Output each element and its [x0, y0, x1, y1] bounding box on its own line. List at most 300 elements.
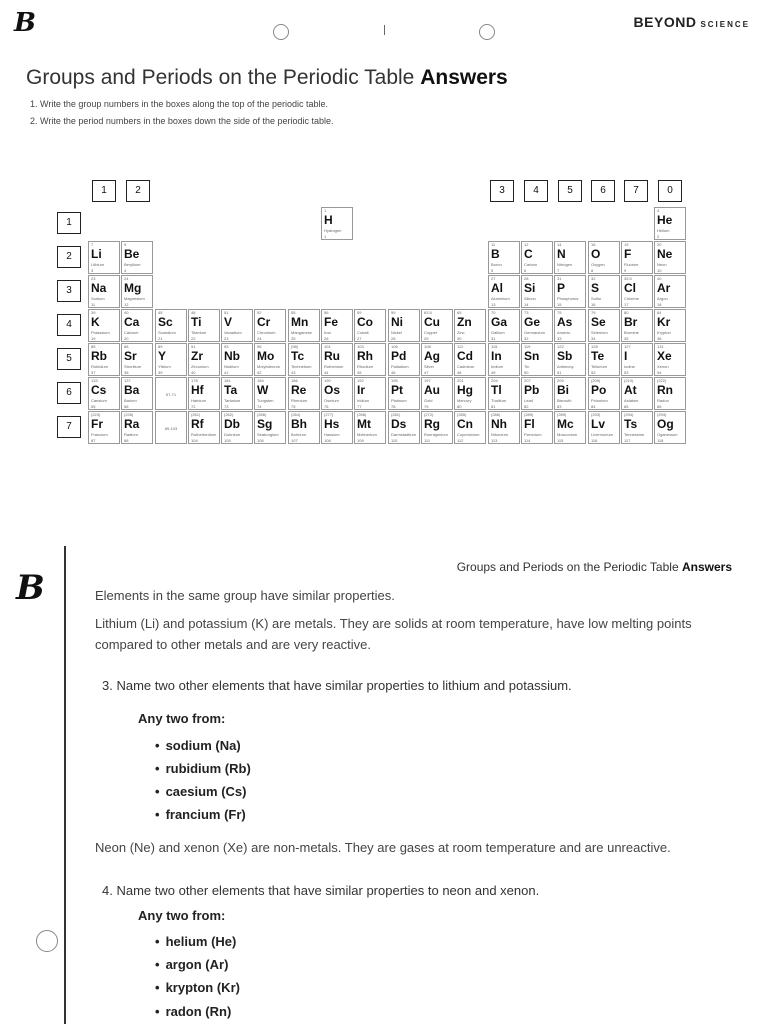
element-sym: Og: [657, 417, 674, 431]
element-name: Copper: [424, 330, 438, 335]
element-name: Meitnerium: [357, 432, 377, 437]
element-mass: 48: [191, 310, 196, 315]
element-name: Rubidium: [91, 364, 108, 369]
element-mass: 7: [91, 242, 94, 247]
element-mass: 133: [91, 378, 98, 383]
binder-ring-icon: [36, 930, 58, 952]
element-sym: As: [557, 315, 573, 329]
period-number-box[interactable]: 4: [57, 314, 81, 336]
element-cell: [88, 275, 120, 308]
period-number-box[interactable]: 3: [57, 280, 81, 302]
element-sym: Sc: [158, 315, 173, 329]
element-name: Antimony: [557, 364, 574, 369]
q4-any-label: Any two from:: [138, 908, 226, 923]
element-sym: Zn: [457, 315, 472, 329]
element-name: Thallium: [491, 398, 507, 403]
element-sym: Se: [591, 315, 606, 329]
element-name: Silver: [424, 364, 435, 369]
element-mass: (272): [424, 412, 434, 417]
instruction-2: 2. Write the period numbers in the boxes down the side of the periodic table.: [30, 116, 334, 126]
element-name: Tin: [524, 364, 530, 369]
element-sym: Rg: [424, 417, 440, 431]
element-sym: H: [324, 213, 333, 227]
element-mass: 63.5: [424, 310, 432, 315]
element-name: Arsenic: [557, 330, 571, 335]
element-sym: Cu: [424, 315, 440, 329]
element-mass: 70: [491, 310, 496, 315]
element-mass: (294): [657, 412, 667, 417]
element-name: Radon: [657, 398, 669, 403]
element-cell: [588, 309, 620, 342]
element-mass: 137: [124, 378, 131, 383]
element-sym: Pb: [524, 383, 540, 397]
series-placeholder: 57-71: [155, 377, 187, 410]
element-mass: 59: [357, 310, 362, 315]
element-name: Neon: [657, 262, 667, 267]
brand-name: BEYOND: [633, 14, 697, 30]
element-cell: [654, 309, 686, 342]
element-cell: [588, 343, 620, 376]
element-num: 118: [657, 438, 664, 443]
instruction-1: 1. Write the group numbers in the boxes along the top of the periodic table.: [30, 99, 329, 109]
element-name: Lead: [524, 398, 533, 403]
element-name: Krypton: [657, 330, 671, 335]
element-name: Tennessine: [624, 432, 645, 437]
element-cell: [521, 343, 553, 376]
element-name: Osmium: [324, 398, 339, 403]
binder-ring-icon: [479, 24, 495, 40]
element-name: Bohrium: [291, 432, 306, 437]
element-cell: [288, 343, 320, 376]
element-num: 83: [557, 404, 562, 409]
element-mass: 91: [191, 344, 196, 349]
element-num: 22: [191, 336, 196, 341]
element-sym: Nh: [491, 417, 507, 431]
element-name: Barium: [124, 398, 137, 403]
element-cell: [88, 343, 120, 376]
element-name: Rhenium: [291, 398, 308, 403]
element-name: Rhodium: [357, 364, 374, 369]
element-sym: Nb: [224, 349, 240, 363]
element-sym: Tc: [291, 349, 305, 363]
element-cell: [354, 377, 386, 410]
element-num: 54: [657, 370, 662, 375]
element-sym: Br: [624, 315, 638, 329]
element-name: Manganese: [291, 330, 312, 335]
element-mass: 190: [324, 378, 331, 383]
element-name: Strontium: [124, 364, 142, 369]
element-sym: N: [557, 247, 566, 261]
element-cell: [254, 343, 286, 376]
element-num: 112: [457, 438, 464, 443]
group-number-box[interactable]: 7: [624, 180, 648, 202]
element-cell: [654, 411, 686, 444]
element-cell: [354, 411, 386, 444]
element-cell: [221, 377, 253, 410]
beyond-logo: B: [16, 568, 45, 608]
element-name: Francium: [91, 432, 108, 437]
element-name: Tellurium: [591, 364, 608, 369]
element-mass: 204: [491, 378, 498, 383]
element-cell: [388, 377, 420, 410]
element-sym: Cl: [624, 281, 636, 295]
element-mass: 197: [424, 378, 431, 383]
element-mass: 28: [524, 276, 529, 281]
element-name: Dubnium: [224, 432, 241, 437]
element-mass: (264): [291, 412, 301, 417]
element-mass: 19: [624, 242, 629, 247]
element-name: Cobalt: [357, 330, 369, 335]
group-number-box[interactable]: 2: [126, 180, 150, 202]
element-sym: I: [624, 349, 628, 363]
element-sym: Na: [91, 281, 107, 295]
element-mass: 85: [91, 344, 96, 349]
element-num: 32: [524, 336, 529, 341]
element-cell: [421, 377, 453, 410]
element-cell: [654, 377, 686, 410]
element-sym: Ru: [324, 349, 340, 363]
element-cell: [521, 275, 553, 308]
element-mass: (285): [457, 412, 467, 417]
paragraph-3: Neon (Ne) and xenon (Xe) are non-metals. They are gases at room temperature and are unreactive.: [95, 840, 671, 855]
element-cell: [321, 309, 353, 342]
beyond-logo: B: [14, 8, 36, 38]
element-name: Flerovium: [524, 432, 542, 437]
element-mass: 127: [624, 344, 631, 349]
element-cell: [488, 241, 520, 274]
element-cell: [454, 377, 486, 410]
element-mass: (223): [91, 412, 101, 417]
element-num: 6: [524, 268, 527, 273]
element-num: 81: [491, 404, 496, 409]
element-num: 107: [291, 438, 298, 443]
element-num: 79: [424, 404, 429, 409]
element-mass: 24: [124, 276, 129, 281]
element-cell: [421, 343, 453, 376]
element-name: Indium: [491, 364, 504, 369]
element-name: Gold: [424, 398, 433, 403]
element-sym: Al: [491, 281, 503, 295]
element-sym: Hf: [191, 383, 204, 397]
element-sym: Y: [158, 349, 167, 363]
element-sym: Co: [357, 315, 373, 329]
question-3: 3. Name two other elements that have similar properties to lithium and potassium.: [102, 678, 572, 693]
element-cell: [121, 275, 153, 308]
element-cell: [88, 241, 120, 274]
group-number-box[interactable]: 5: [558, 180, 582, 202]
page-title: [26, 66, 508, 90]
period-number-box[interactable]: 1: [57, 212, 81, 234]
element-sym: Ra: [124, 417, 140, 431]
element-cell: [121, 411, 153, 444]
element-num: 30: [457, 336, 462, 341]
element-cell: [621, 241, 653, 274]
element-sym: Li: [91, 247, 102, 261]
element-sym: Rf: [191, 417, 204, 431]
element-mass: 20: [657, 242, 662, 247]
element-mass: 112: [457, 344, 464, 349]
q3-answer: • caesium (Cs): [155, 784, 246, 799]
element-sym: Ca: [124, 315, 140, 329]
element-sym: Kr: [657, 315, 671, 329]
element-sym: Ds: [391, 417, 407, 431]
element-mass: (289): [524, 412, 534, 417]
element-num: 115: [557, 438, 564, 443]
brand-sub: SCIENCE: [700, 20, 750, 29]
element-num: 72: [191, 404, 196, 409]
element-num: 38: [124, 370, 129, 375]
element-name: Tungsten: [257, 398, 274, 403]
element-name: Vanadium: [224, 330, 242, 335]
element-sym: P: [557, 281, 566, 295]
element-sym: Si: [524, 281, 536, 295]
element-sym: Pt: [391, 383, 403, 397]
element-name: Hassium: [324, 432, 340, 437]
element-num: 31: [491, 336, 496, 341]
series-placeholder: 89-103: [155, 411, 187, 444]
element-num: 11: [91, 302, 96, 307]
element-name: Radium: [124, 432, 138, 437]
element-mass: (262): [224, 412, 234, 417]
running-head-main: Groups and Periods on the Periodic Table: [456, 560, 682, 574]
element-name: Iridium: [357, 398, 370, 403]
element-name: Germanium: [524, 330, 545, 335]
element-num: 35: [624, 336, 629, 341]
element-cell: [221, 309, 253, 342]
element-name: Iodine: [624, 364, 635, 369]
element-sym: Ba: [124, 383, 140, 397]
element-num: 45: [357, 370, 362, 375]
brand-wordmark: [634, 14, 750, 30]
element-cell: [654, 343, 686, 376]
element-num: 56: [124, 404, 129, 409]
element-num: 20: [124, 336, 129, 341]
element-name: Astatine: [624, 398, 639, 403]
element-num: 86: [657, 404, 662, 409]
element-num: 12: [124, 302, 129, 307]
element-mass: (209): [591, 378, 601, 383]
element-mass: 80: [624, 310, 629, 315]
period-number-box[interactable]: 2: [57, 246, 81, 268]
element-mass: 96: [257, 344, 262, 349]
element-sym: B: [491, 247, 500, 261]
element-sym: At: [624, 383, 637, 397]
element-num: 41: [224, 370, 229, 375]
element-num: 78: [391, 404, 396, 409]
group-number-box[interactable]: 1: [92, 180, 116, 202]
element-sym: Ts: [624, 417, 638, 431]
element-mass: 131: [657, 344, 664, 349]
element-num: 113: [491, 438, 498, 443]
element-cell: [254, 309, 286, 342]
element-sym: Sr: [124, 349, 137, 363]
element-cell: [321, 343, 353, 376]
element-name: Argon: [657, 296, 668, 301]
element-sym: In: [491, 349, 502, 363]
group-number-box[interactable]: 0: [658, 180, 682, 202]
element-num: 2: [657, 234, 660, 239]
element-name: Roentgenium: [424, 432, 448, 437]
element-cell: [554, 377, 586, 410]
element-cell: [188, 377, 220, 410]
element-num: 52: [591, 370, 596, 375]
element-num: 42: [257, 370, 262, 375]
element-cell: [354, 343, 386, 376]
element-cell: [188, 343, 220, 376]
element-name: Seaborgium: [257, 432, 279, 437]
element-mass: 186: [291, 378, 298, 383]
element-sym: Zr: [191, 349, 203, 363]
element-cell: [421, 411, 453, 444]
element-mass: 75: [557, 310, 562, 315]
element-name: Yttrium: [158, 364, 171, 369]
element-mass: 31: [557, 276, 562, 281]
element-name: Scandium: [158, 330, 176, 335]
element-cell: [621, 377, 653, 410]
running-head-bold: Answers: [681, 560, 732, 574]
element-name: Fluorine: [624, 262, 639, 267]
element-name: Platinum: [391, 398, 407, 403]
element-mass: 1: [324, 208, 327, 213]
element-mass: (222): [657, 378, 667, 383]
element-mass: (98): [291, 344, 299, 349]
element-sym: Cr: [257, 315, 271, 329]
element-num: 24: [257, 336, 262, 341]
element-num: 9: [624, 268, 627, 273]
element-name: Copernicium: [457, 432, 480, 437]
element-name: Oganesson: [657, 432, 678, 437]
element-name: Palladium: [391, 364, 409, 369]
element-mass: (226): [124, 412, 134, 417]
element-name: Gallium: [491, 330, 505, 335]
element-sym: Mt: [357, 417, 371, 431]
element-name: Caesium: [91, 398, 107, 403]
q3-answer: • francium (Fr): [155, 807, 246, 822]
element-sym: Ta: [224, 383, 238, 397]
element-mass: 27: [491, 276, 496, 281]
element-num: 18: [657, 302, 662, 307]
element-name: Hydrogen: [324, 228, 342, 233]
element-mass: (261): [191, 412, 201, 417]
element-name: Sulfur: [591, 296, 602, 301]
group-number-box[interactable]: 3: [490, 180, 514, 202]
element-sym: Ar: [657, 281, 671, 295]
element-name: Xenon: [657, 364, 669, 369]
element-num: 116: [591, 438, 598, 443]
q4-answer: • helium (He): [155, 934, 236, 949]
element-num: 53: [624, 370, 629, 375]
element-name: Bromine: [624, 330, 639, 335]
paragraph-1: Elements in the same group have similar properties.: [95, 588, 395, 603]
element-name: Polonium: [591, 398, 608, 403]
period-number-box[interactable]: 6: [57, 382, 81, 404]
element-name: Nitrogen: [557, 262, 573, 267]
element-cell: [654, 241, 686, 274]
element-num: 111: [424, 438, 431, 443]
period-number-box[interactable]: 5: [57, 348, 81, 370]
element-mass: (277): [324, 412, 334, 417]
element-mass: 16: [591, 242, 596, 247]
element-cell: [521, 309, 553, 342]
element-name: Lithium: [91, 262, 104, 267]
element-name: Zirconium: [191, 364, 209, 369]
element-cell: [488, 275, 520, 308]
element-cell: [454, 309, 486, 342]
element-mass: 40: [657, 276, 662, 281]
question-4: 4. Name two other elements that have similar properties to neon and xenon.: [102, 883, 540, 898]
element-mass: (289): [557, 412, 567, 417]
element-name: Helium: [657, 228, 670, 233]
element-mass: (266): [257, 412, 267, 417]
q3-answer: • rubidium (Rb): [155, 761, 251, 776]
element-cell: [521, 411, 553, 444]
element-cell: [621, 343, 653, 376]
element-name: Bismuth: [557, 398, 572, 403]
element-num: 49: [491, 370, 496, 375]
element-cell: [521, 241, 553, 274]
element-name: Niobium: [224, 364, 239, 369]
element-cell: [155, 343, 187, 376]
element-mass: 195: [391, 378, 398, 383]
element-cell: [155, 309, 187, 342]
element-num: 33: [557, 336, 562, 341]
element-cell: [654, 275, 686, 308]
element-num: 13: [491, 302, 496, 307]
element-sym: Mc: [557, 417, 574, 431]
element-mass: 89: [158, 344, 163, 349]
element-num: 73: [224, 404, 229, 409]
element-mass: 4: [657, 208, 660, 213]
element-mass: 55: [291, 310, 296, 315]
element-mass: (281): [391, 412, 401, 417]
element-cell: [321, 377, 353, 410]
element-mass: 40: [124, 310, 129, 315]
element-cell: [621, 275, 653, 308]
element-name: Technetium: [291, 364, 312, 369]
element-num: 8: [591, 268, 594, 273]
element-name: Beryllium: [124, 262, 141, 267]
element-num: 40: [191, 370, 196, 375]
element-num: 85: [624, 404, 629, 409]
group-number-box[interactable]: 4: [524, 180, 548, 202]
element-mass: 84: [657, 310, 662, 315]
element-sym: S: [591, 281, 600, 295]
element-num: 55: [91, 404, 96, 409]
element-num: 17: [624, 302, 629, 307]
page-marker: [384, 25, 385, 35]
element-name: Aluminium: [491, 296, 510, 301]
element-sym: Pd: [391, 349, 407, 363]
element-mass: 23: [91, 276, 96, 281]
element-cell: [488, 377, 520, 410]
element-num: 25: [291, 336, 296, 341]
group-number-box[interactable]: 6: [591, 180, 615, 202]
element-cell: [121, 241, 153, 274]
element-cell: [221, 343, 253, 376]
element-num: 34: [591, 336, 596, 341]
element-sym: Sb: [557, 349, 573, 363]
period-number-box[interactable]: 7: [57, 416, 81, 438]
element-mass: 59: [391, 310, 396, 315]
element-num: 4: [124, 268, 127, 273]
element-mass: 108: [424, 344, 431, 349]
element-name: Ruthenium: [324, 364, 344, 369]
element-sym: Sg: [257, 417, 273, 431]
element-num: 19: [91, 336, 96, 341]
element-mass: 88: [124, 344, 129, 349]
q4-answer: • radon (Rn): [155, 1004, 231, 1019]
element-num: 48: [457, 370, 462, 375]
